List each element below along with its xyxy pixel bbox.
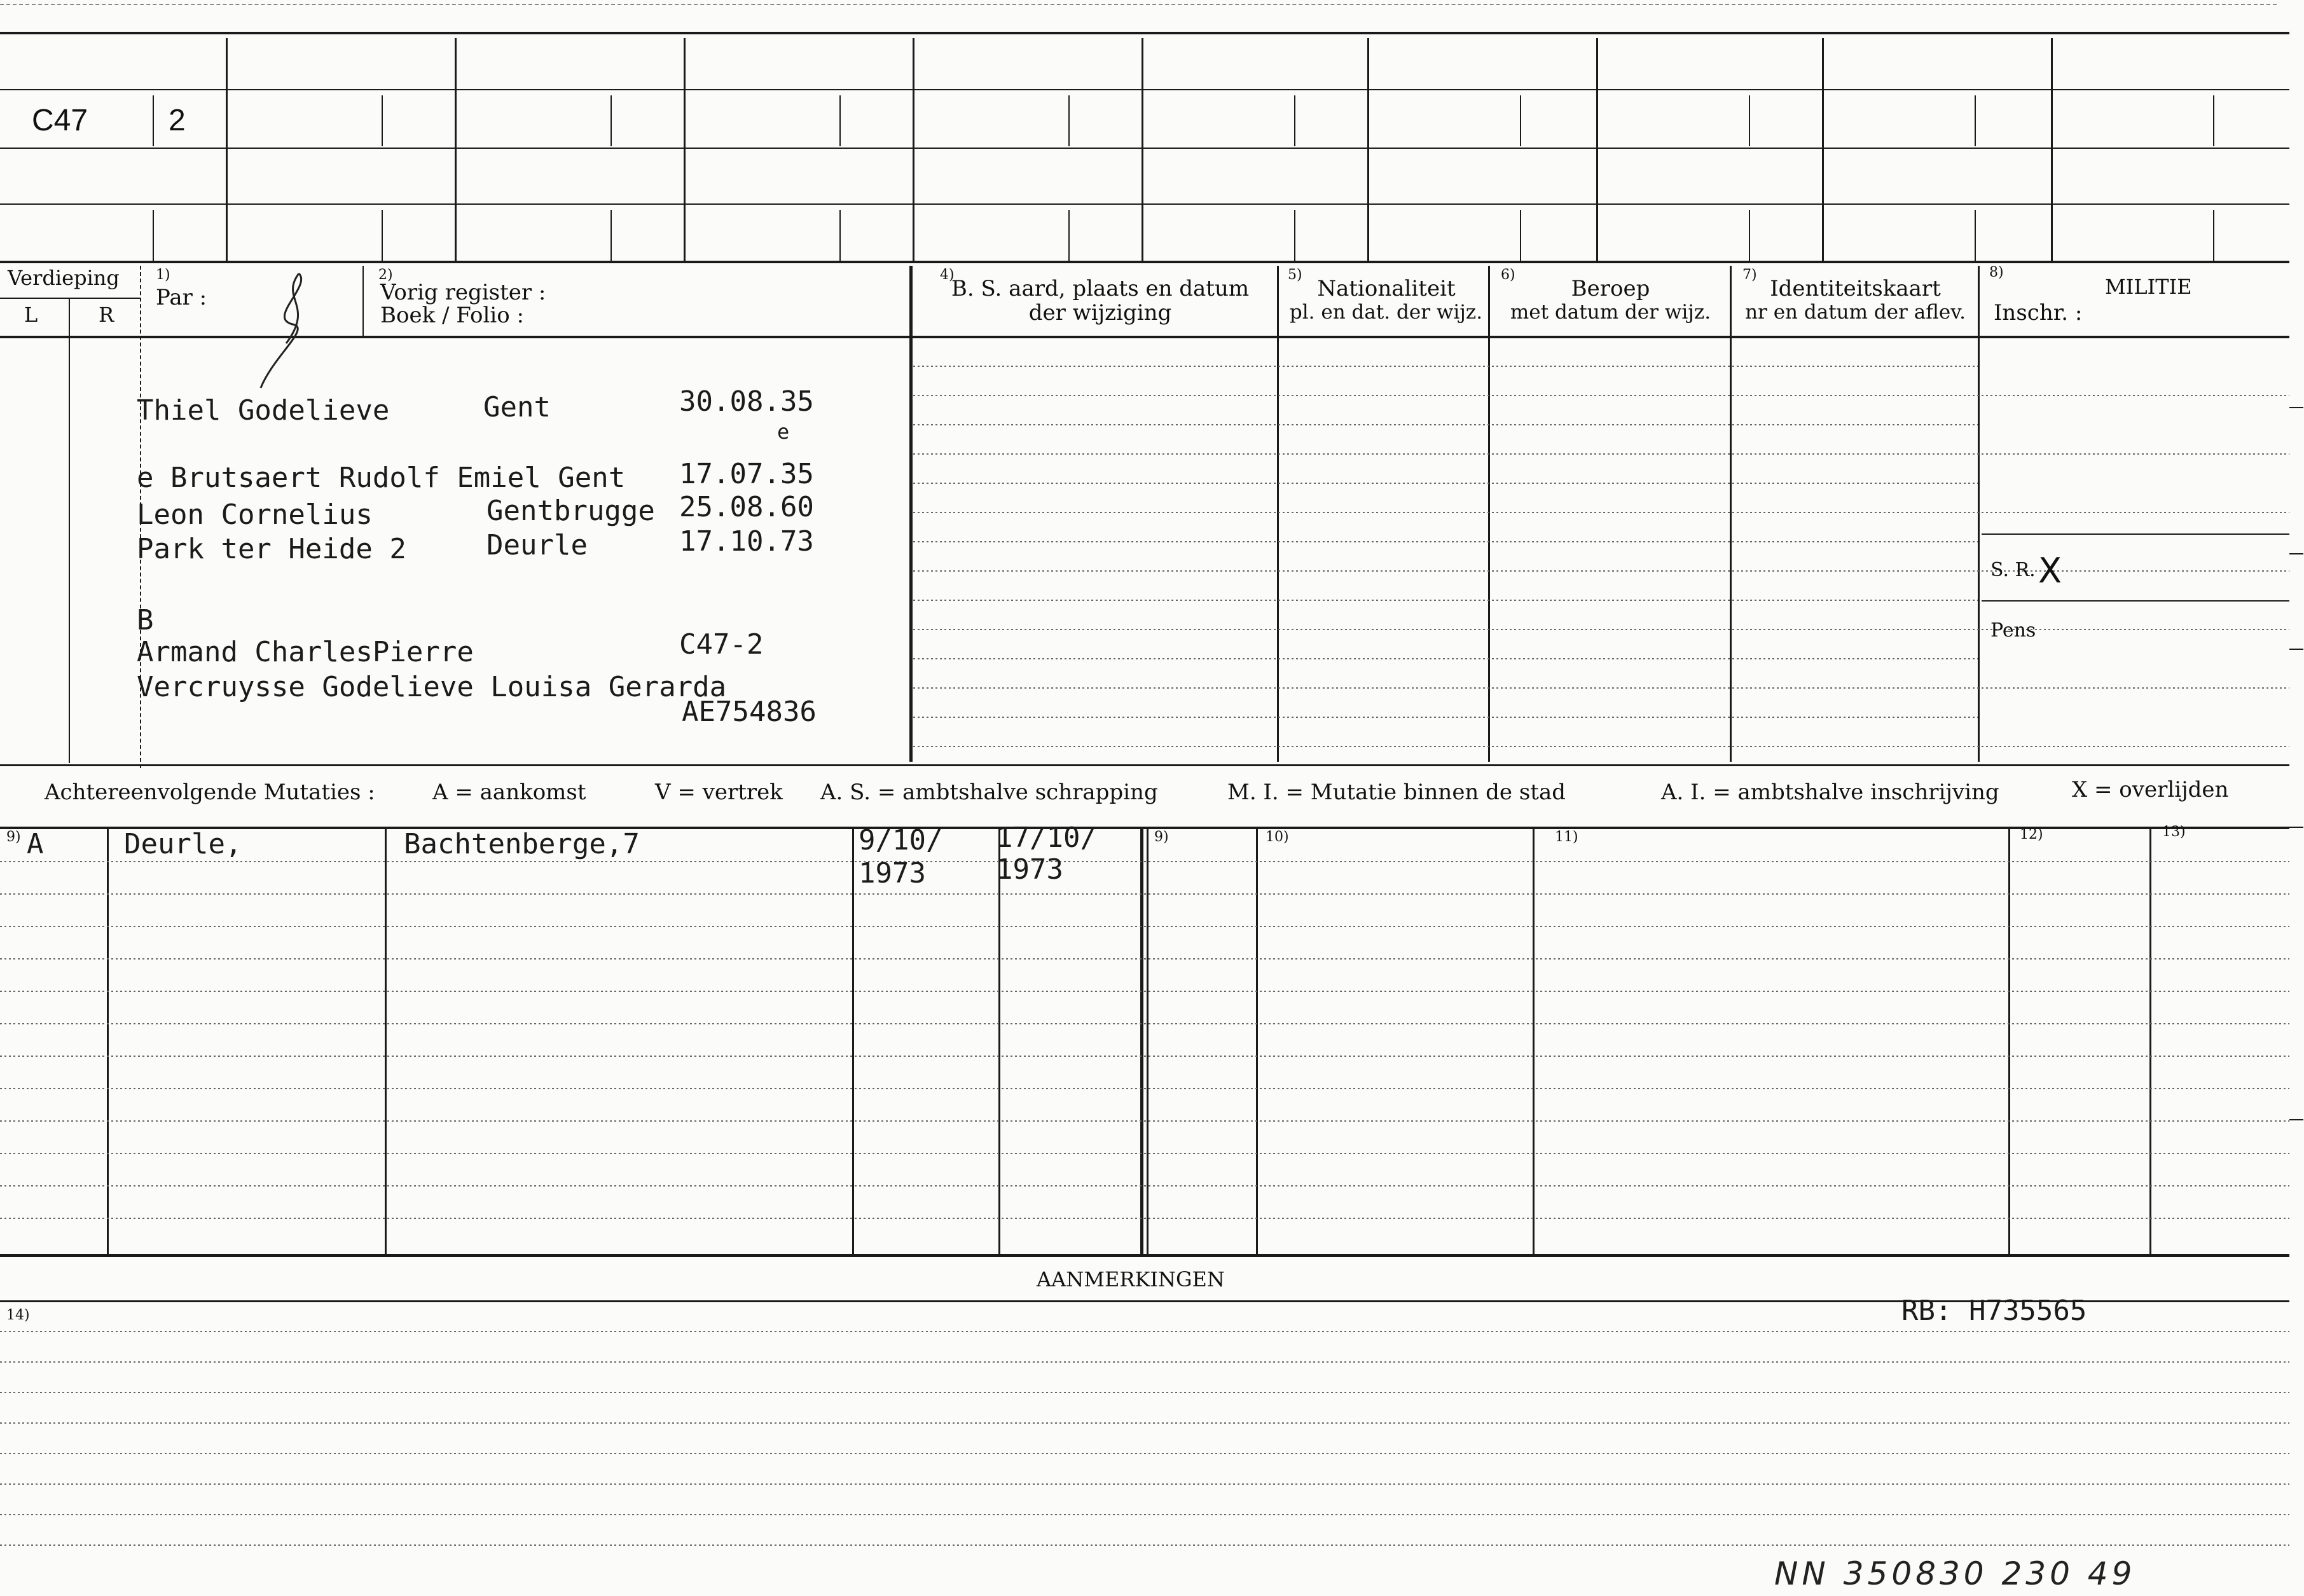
person-line4-place: Deurle <box>486 529 588 561</box>
legend-v: V = vertrek <box>655 780 783 805</box>
person-line3-date: 25.08.60 <box>679 491 814 523</box>
margin-mark <box>2289 827 2303 828</box>
par-label: Par : <box>156 285 207 310</box>
mutations-bottom <box>0 1254 2289 1257</box>
remarks-rb: RB: H735565 <box>1901 1295 2087 1327</box>
sr-mark: X <box>2038 551 2062 591</box>
mutation-ruled-lines <box>0 827 2289 1254</box>
footnote-11: 11) <box>1555 829 1578 845</box>
mutation-type: A <box>27 828 44 860</box>
pens-label: Pens <box>1990 619 2036 642</box>
header-sub <box>1749 210 1750 261</box>
legend-title: Achtereenvolgende Mutaties : <box>45 780 375 805</box>
beroep-sub: met datum der wijz. <box>1510 301 1711 324</box>
bs-col-divider <box>909 266 913 762</box>
header-sub <box>2213 95 2214 146</box>
inschr-label: Inschr. : <box>1994 300 2083 326</box>
floor-r-label: R <box>99 303 114 327</box>
header-col <box>2051 38 2053 261</box>
person-line3-name: Leon Cornelius <box>137 499 373 531</box>
identiteitskaart-sub: nr en datum der aflev. <box>1745 301 1966 324</box>
mutation-place: Deurle, <box>124 828 242 860</box>
file-number: 2 <box>169 104 186 137</box>
header-sub <box>382 95 383 146</box>
identiteitskaart-label: Identiteitskaart <box>1770 276 1941 301</box>
legend-x: X = overlijden <box>2072 777 2229 802</box>
header-sub <box>1068 210 1070 261</box>
militie-label: MILITIE <box>2105 275 2192 299</box>
remarks-ruled-lines <box>0 1301 2289 1568</box>
person-line1-note: e <box>777 420 790 444</box>
remarks-title: AANMERKINGEN <box>1037 1267 1225 1291</box>
file-code: C47 <box>32 104 88 137</box>
header-col <box>1822 38 1824 261</box>
person-line7-name: Vercruysse Godelieve Louisa Gerarda <box>137 671 727 703</box>
footnote-12: 12) <box>2020 827 2043 843</box>
person-line8-code: AE754836 <box>682 696 817 728</box>
footnote-1: 1) <box>156 267 170 283</box>
person-line3-place: Gentbrugge <box>486 495 655 527</box>
header-col <box>684 38 686 261</box>
torn-edge <box>0 4 2277 5</box>
header-col <box>1596 38 1598 261</box>
header-line-1 <box>0 89 2289 90</box>
register-col-divider <box>362 266 364 336</box>
person-line5: B <box>137 604 154 636</box>
mutation-date2-year: 1973 <box>996 853 1063 886</box>
header-sub <box>1068 95 1070 146</box>
header-sub <box>153 95 154 146</box>
margin-mark <box>2289 553 2303 554</box>
legend-ai: A. I. = ambtshalve inschrijving <box>1661 780 1999 805</box>
sr-label: S. R. <box>1990 559 2036 581</box>
person-line1-name: Thiel Godelieve <box>137 394 390 427</box>
legend-a: A = aankomst <box>432 780 586 805</box>
header-line-3 <box>0 203 2289 205</box>
margin-mark <box>2289 649 2303 650</box>
national-number-handwritten: NN 350830 230 49 <box>1774 1555 2136 1592</box>
margin-mark <box>2289 407 2303 408</box>
vorig-register-label: Vorig register : <box>380 280 546 305</box>
person-line2-name: e Brutsaert Rudolf Emiel Gent <box>137 462 626 494</box>
person-line6-code: C47-2 <box>679 628 764 661</box>
footnote-2: 2) <box>378 267 393 283</box>
header-sub <box>839 95 841 146</box>
legend-mi: M. I. = Mutatie binnen de stad <box>1227 780 1566 805</box>
header-sub <box>1749 95 1750 146</box>
header-sub <box>1294 95 1295 146</box>
header-sub <box>1520 210 1521 261</box>
header-col <box>455 38 457 261</box>
header-sub <box>610 95 612 146</box>
footnote-14: 14) <box>6 1307 30 1323</box>
header-sub <box>1975 210 1976 261</box>
margin-mark <box>2289 1119 2303 1120</box>
beroep-label: Beroep <box>1571 276 1650 301</box>
header-sub <box>382 210 383 261</box>
header-col <box>226 38 228 261</box>
person-line4-date: 17.10.73 <box>679 525 814 558</box>
header-sub <box>153 210 154 261</box>
header-sub <box>610 210 612 261</box>
bs-label-a: B. S. aard, plaats en datum <box>951 276 1250 301</box>
mutation-address: Bachtenberge,7 <box>404 828 640 860</box>
body-ruled-lines <box>913 337 2289 763</box>
person-line4-name: Park ter Heide 2 <box>137 533 406 565</box>
footnote-8: 8) <box>1989 265 2004 280</box>
handwritten-stroke <box>254 267 331 394</box>
floor-col-divider <box>69 298 70 763</box>
person-line1-place: Gent <box>483 391 551 423</box>
nationaliteit-sub: pl. en dat. der wijz. <box>1289 301 1483 324</box>
header-col <box>913 38 914 261</box>
footnote-5: 5) <box>1288 267 1302 283</box>
nationaliteit-label: Nationaliteit <box>1317 276 1456 301</box>
person-line1-date: 30.08.35 <box>679 385 814 418</box>
footnote-7: 7) <box>1742 267 1757 283</box>
bs-label-b: der wijziging <box>1028 300 1172 326</box>
header-sub <box>1520 95 1521 146</box>
header-sub <box>1975 95 1976 146</box>
mutation-date2: 17/10/ <box>996 822 1097 854</box>
person-line2-date: 17.07.35 <box>679 458 814 490</box>
footnote-9: 9) <box>6 829 21 845</box>
header-sub <box>839 210 841 261</box>
header-sub <box>2213 210 2214 261</box>
legend-as: A. S. = ambtshalve schrapping <box>820 780 1158 805</box>
mutation-date1: 9/10/ <box>859 824 943 856</box>
footnote-4: 4) <box>940 267 955 283</box>
header-bottom <box>0 261 2289 263</box>
floor-label: Verdieping <box>8 266 120 290</box>
legend-top <box>0 764 2289 766</box>
header-col <box>1142 38 1143 261</box>
floor-divider <box>0 298 140 299</box>
mutation-date1-year: 1973 <box>859 857 926 890</box>
header-sub <box>1294 210 1295 261</box>
footnote-10: 10) <box>1266 829 1289 845</box>
header-col <box>1367 38 1369 261</box>
footnote-9b: 9) <box>1154 829 1169 845</box>
boek-folio-label: Boek / Folio : <box>380 303 524 328</box>
person-line6-name: Armand CharlesPierre <box>137 636 474 668</box>
floor-l-label: L <box>24 303 38 327</box>
top-border <box>0 32 2289 34</box>
footnote-6: 6) <box>1501 267 1515 283</box>
footnote-13: 13) <box>2162 824 2186 840</box>
header-line-2 <box>0 148 2289 149</box>
